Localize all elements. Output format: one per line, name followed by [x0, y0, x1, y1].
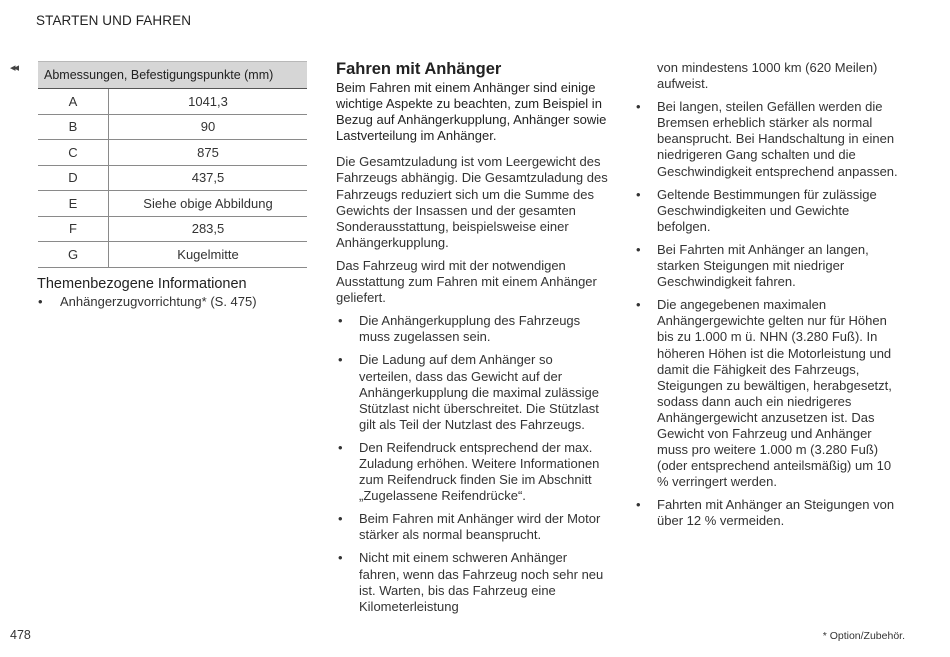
article-column-2 [336, 59, 608, 622]
table-row [38, 114, 307, 140]
list-item: • Nicht mit einem schweren Anhänger fahren, wenn das Fahrzeug noch sehr neu ist. Warten, bis das Fahrzeug eine Kilometerleistung [336, 550, 608, 614]
row-value: Kugelmitte [109, 242, 308, 268]
list-item: • Die Ladung auf dem Anhänger so verteilen, dass das Gewicht auf der Anhängerkupplung die maximal zulässige Stützlast nicht überschreitet. Die Stützlast gilt als Teil der Nutzlast des Fahrzeugs. [336, 352, 608, 432]
dimensions-table [38, 61, 307, 268]
related-info-list [37, 294, 257, 309]
list-item: • Beim Fahren mit Anhänger wird der Motor stärker als normal beansprucht. [336, 511, 608, 543]
row-key: A [38, 89, 109, 115]
row-value: 1041,3 [109, 89, 308, 115]
table-heading: Abmessungen, Befestigungspunkte (mm) [38, 62, 307, 89]
footnote: * Option/Zubehör. [822, 630, 905, 642]
row-key: E [38, 191, 109, 217]
page-header-title: STARTEN UND FAHREN [36, 13, 192, 28]
row-value: 437,5 [109, 165, 308, 191]
list-item: • Den Reifendruck entsprechend der max. Zuladung erhöhen. Weitere Informationen zum Reifendruck finden Sie im Abschnitt „Zugelassene Reifendrücke“. [336, 440, 608, 504]
page-number: 478 [10, 628, 31, 642]
row-value: 90 [109, 114, 308, 140]
row-value: 875 [109, 140, 308, 166]
body-paragraph: Das Fahrzeug wird mit der notwendigen Ausstattung zum Fahren mit einem Anhänger geliefert. [336, 257, 597, 306]
table-row [38, 242, 307, 268]
list-item: • Die angegebenen maximalen Anhängergewichte gelten nur für Höhen bis zu 1.000 m ü. NHN (3.280 Fuß). In höheren Höhen ist die Motorleistung und damit die Fähigkeit des Fahrzeugs, Steigungen zu bewältigen, herabgesetzt, sodass dann auch ein niedrigeres Anhängergewicht anzusetzen ist. Das Gewicht von Fahrzeug und Anhänger muss pro weitere 1.000 m (3.280 Fuß) (oder entsprechend anteilsmäßig) um 10 % verringert werden. [634, 297, 906, 490]
table-row [38, 89, 307, 115]
table-row [38, 165, 307, 191]
bullet-list [634, 99, 906, 529]
row-key: C [38, 140, 109, 166]
list-item: • Die Anhängerkupplung des Fahrzeugs muss zugelassen sein. [336, 313, 608, 345]
row-key: G [38, 242, 109, 268]
related-link[interactable]: • Anhängerzugvorrichtung* (S. 475) [37, 294, 257, 309]
table-row [38, 216, 307, 242]
body-paragraph: Die Gesamtzuladung ist vom Leergewicht des Fahrzeugs abhängig. Die Gesamtzuladung des Fahrzeugs reduziert sich um die Summe des Gewichts der Insassen und der gesamten Sonderausstattung, beispielsweise einer Anhängerkupplung. [336, 154, 608, 250]
row-key: F [38, 216, 109, 242]
row-key: B [38, 114, 109, 140]
section-title: Fahren mit Anhänger [336, 60, 502, 78]
list-item: • Geltende Bestimmungen für zulässige Geschwindigkeiten und Gewichte befolgen. [634, 187, 906, 235]
list-item: • Bei langen, steilen Gefällen werden die Bremsen erheblich stärker als normal beansprucht. Bei Handschaltung in einen niedrigeren Gang schalten und die Geschwindigkeit entsprechend anpassen. [634, 99, 906, 179]
row-value: Siehe obige Abbildung [109, 191, 308, 217]
article-column-3 [634, 60, 906, 537]
lead-paragraph: Beim Fahren mit einem Anhänger sind einige wichtige Aspekte zu beachten, zum Beispiel in Bezug auf Anhängerkupplung, Anhänger sowie Lastverteilung im Anhänger. [336, 80, 607, 144]
row-value: 283,5 [109, 216, 308, 242]
table-row [38, 191, 307, 217]
bullet-list [336, 313, 608, 615]
list-item: • Fahrten mit Anhänger an Steigungen von über 12 % vermeiden. [634, 497, 906, 529]
list-item: • Bei Fahrten mit Anhänger an langen, starken Steigungen mit niedriger Geschwindigkeit fahren. [634, 242, 906, 290]
row-key: D [38, 165, 109, 191]
related-info-title: Themenbezogene Informationen [37, 276, 247, 292]
back-arrows-icon[interactable]: ◂◂ [10, 62, 18, 74]
table-row [38, 140, 307, 166]
list-item-continuation: von mindestens 1000 km (620 Meilen) aufweist. [657, 60, 878, 92]
